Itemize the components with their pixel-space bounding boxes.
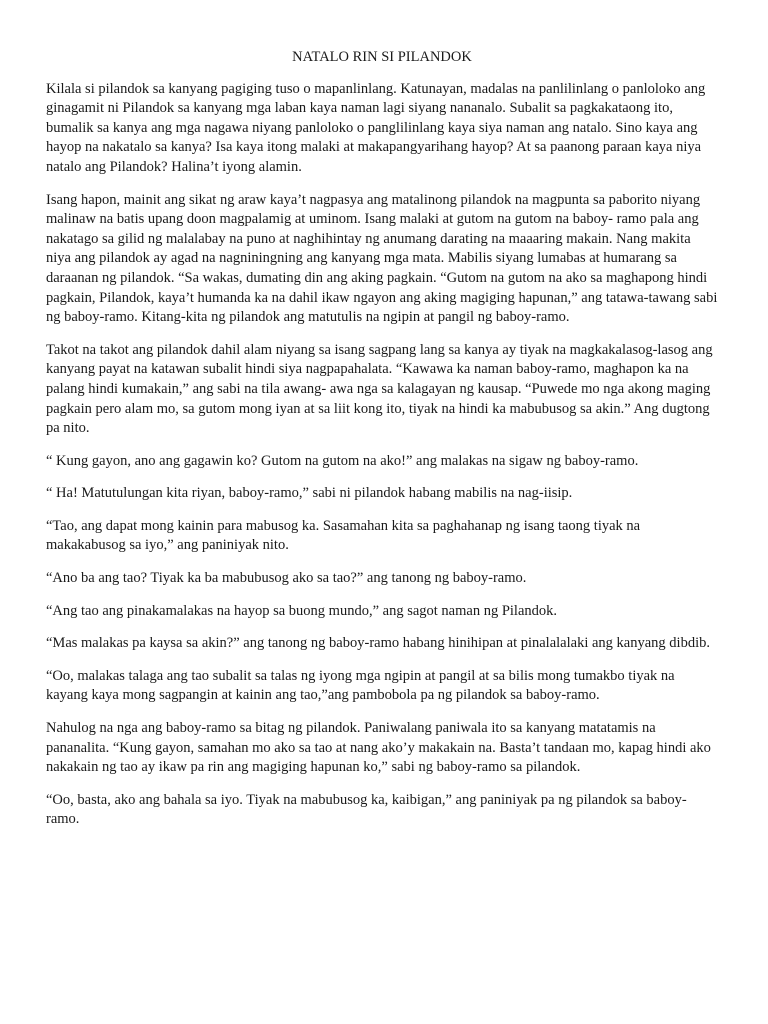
paragraph: Isang hapon, mainit ang sikat ng araw kaya’t nagpasya ang matalinong pilandok na magpunta sa paborito niyang malinaw na batis upang doon magpalamig at uminom. Isang malaki at gutom na gutom na baboy- ramo pala ang nakatago sa gilid ng malalabay na puno at naghihintay ng anumang darating na maaaring makain. Nang makita niya ang pilandok ay agad na nagniningning ang kanyang mga mata. Mabilis siyang lumabas at humarang sa daraanan ng pilandok. “Sa wakas, dumating din ang aking pagkain. “Gutom na gutom na ako sa maghapong hindi pagkain, Pilandok, kaya’t humanda ka na dahil ikaw ngayon ang aking magiging hapunan,” ang tatawa-tawang sabi ng baboy-ramo. Kitang-kita ng pilandok ang matutulis na ngipin at pangil ng baboy-ramo.: [46, 191, 718, 326]
paragraph: Nahulog na nga ang baboy-ramo sa bitag ng pilandok. Paniwalang paniwala ito sa kanyang matatamis na pananalita. “Kung gayon, samahan mo ako sa tao at nang ako’y makakain na. Basta’t tandaan mo, kapag hindi ako nakakain ng tao ay ikaw pa rin ang magiging hapunan ko,” sabi ng baboy-ramo sa pilandok.: [46, 720, 711, 776]
document-body: [46, 80, 718, 830]
paragraph: Takot na takot ang pilandok dahil alam niyang sa isang sagpang lang sa kanya ay tiyak na magkakalasog-lasog ang kanyang payat na katawan subalit hindi siya nagpapahalata. “Kawawa ka naman baboy-ramo, maghapon ka na palang hindi kumakain,” ang sabi na tila awang- awa nga sa kalagayan ng kausap. “Puwede mo nga akong maging pagkain pero alam mo, sa gutom mong iyan at sa liit kong ito, tiyak na hindi ka mabubusog sa akin.” Ang dugtong pa nito.: [46, 341, 713, 437]
paragraph: “Oo, basta, ako ang bahala sa iyo. Tiyak na mabubusog ka, kaibigan,” ang paniniyak pa ng pilandok sa baboy-ramo.: [46, 791, 687, 828]
paragraph: “Mas malakas pa kaysa sa akin?” ang tanong ng baboy-ramo habang hinihipan at pinalalalaki ang kanyang dibdib.: [46, 635, 710, 652]
document-title: NATALO RIN SI PILANDOK: [292, 49, 472, 65]
paragraph: “Oo, malakas talaga ang tao subalit sa talas ng iyong mga ngipin at pangil at sa bilis mong tumakbo tiyak na kayang kaya mong sagpangin at kainin ang tao,”ang pambobola pa ng pilandok sa baboy-ramo.: [46, 667, 675, 704]
paragraph: “Ano ba ang tao? Tiyak ka ba mabubusog ako sa tao?” ang tanong ng baboy-ramo.: [46, 570, 527, 587]
paragraph: “ Kung gayon, ano ang gagawin ko? Gutom na gutom na ako!” ang malakas na sigaw ng baboy-ramo.: [46, 452, 639, 469]
paragraph: Kilala si pilandok sa kanyang pagiging tuso o mapanlinlang. Katunayan, madalas na panlilinlang o panloloko ang ginagamit ni Pilandok sa kanyang mga laban kaya naman lagi siyang nananalo. Subalit sa pagkakataong ito, bumalik sa kanya ang mga nagawa niyang panloloko o panglilinlang kaya siya naman ang natalo. Sino kaya ang hayop na nakatalo sa kanya? Isa kaya itong malaki at makapangyarihang hayop? At sa paanong paraan kaya niya natalo ang Pilandok? Halina’t iyong alamin.: [46, 80, 706, 175]
paragraph: “Tao, ang dapat mong kainin para mabusog ka. Sasamahan kita sa paghahanap ng isang taong tiyak na makakabusog sa iyo,” ang paniniyak nito.: [46, 517, 641, 554]
paragraph: “Ang tao ang pinakamalakas na hayop sa buong mundo,” ang sagot naman ng Pilandok.: [46, 602, 558, 619]
paragraph: “ Ha! Matutulungan kita riyan, baboy-ramo,” sabi ni pilandok habang mabilis na nag-iisip.: [46, 485, 573, 502]
